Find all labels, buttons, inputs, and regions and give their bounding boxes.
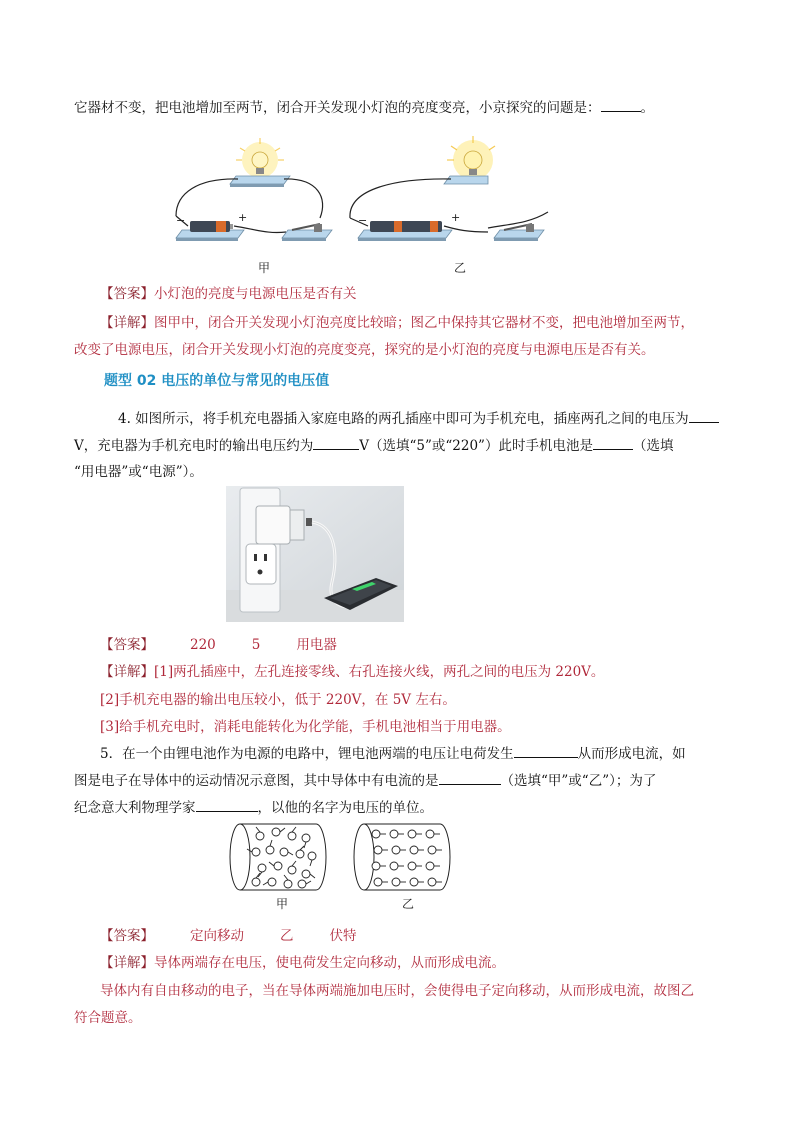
svg-text:+: +: [238, 211, 248, 224]
caption-jia: 甲: [276, 897, 289, 911]
answer-blank[interactable]: [514, 743, 578, 758]
answer-blank[interactable]: [439, 770, 501, 785]
q4-line3: “用电器”或“电源”）。: [74, 464, 203, 480]
q4-line1: 4. 如图所示，将手机充电器插入家庭电路的两孔插座中即可为手机充电，插座两孔之间的电压为: [118, 407, 719, 427]
electron-motion-figure: [226, 822, 456, 914]
q3-question-line: 它器材不变，把电池增加至两节，闭合开关发现小灯泡的亮度变亮，小京探究的问题是： 。: [74, 96, 654, 116]
q4-answer: 【答案】 220 5 用电器: [100, 637, 337, 653]
svg-text:−: −: [176, 214, 186, 227]
circuit-left: [176, 138, 332, 275]
phone-charger-photo: [226, 486, 404, 622]
answer-blank[interactable]: [313, 435, 359, 450]
switch-right: [488, 214, 548, 246]
answer-blank[interactable]: [689, 408, 719, 423]
q3-detail-line1: 【详解】图甲中，闭合开关发现小灯泡亮度比较暗；图乙中保持其它器材不变，把电池增加至两节，: [100, 315, 694, 331]
q5-detail-1: 【详解】导体两端存在电压，使电荷发生定向移动，从而形成电流。: [100, 955, 505, 971]
q4-line2: V，充电器为手机充电时的输出电压约为 V（选填“5”或“220”）此时手机电池是 （选填: [74, 434, 673, 454]
q5-line2: 图是电子在导体中的运动情况示意图，其中导体中有电流的是 （选填“甲”或“乙”）；为了: [74, 769, 656, 789]
q3-answer: 【答案】小灯泡的亮度与电源电压是否有关: [100, 286, 357, 302]
q4-detail-1: 【详解】[1]两孔插座中，左孔连接零线、右孔连接火线，两孔之间的电压为 220V。: [100, 664, 605, 680]
section-heading: 题型 02 电压的单位与常见的电压值: [104, 373, 330, 389]
electrons-random: [247, 827, 316, 888]
answer-blank[interactable]: [601, 97, 641, 112]
q4-detail-3: [3]给手机充电时，消耗电能转化为化学能，手机电池相当于用电器。: [100, 719, 511, 735]
q5-detail-3: 符合题意。: [74, 1010, 142, 1026]
electrons-directed: [372, 830, 442, 886]
q5-answer: 【答案】 定向移动 乙 伏特: [100, 928, 357, 944]
caption-right: 乙: [454, 261, 467, 275]
circuit-right: [350, 136, 495, 275]
caption-left: 甲: [258, 261, 271, 275]
q5-line1: 5．在一个由锂电池作为电源的电路中，锂电池两端的电压让电荷发生 从而形成电流，如: [100, 742, 686, 762]
circuit-figure: [168, 138, 488, 275]
q4-detail-2: [2]手机充电器的输出电压较小，低于 220V，在 5V 左右。: [100, 692, 456, 708]
q5-line3: 纪念意大利物理学家 ，以他的名字为电压的单位。: [74, 796, 433, 816]
svg-text:−: −: [358, 214, 368, 227]
q5-detail-2: 导体内有自由移动的电子，当在导体两端施加电压时，会使得电子定向移动，从而形成电流，故图乙: [100, 983, 694, 999]
answer-blank[interactable]: [196, 797, 258, 812]
svg-text:+: +: [451, 211, 461, 224]
q3-detail-line2: 改变了电源电压，闭合开关发现小灯泡的亮度变亮，探究的是小灯泡的亮度与电源电压是否有关。: [74, 342, 655, 358]
caption-yi: 乙: [402, 897, 415, 911]
answer-blank[interactable]: [593, 435, 633, 450]
